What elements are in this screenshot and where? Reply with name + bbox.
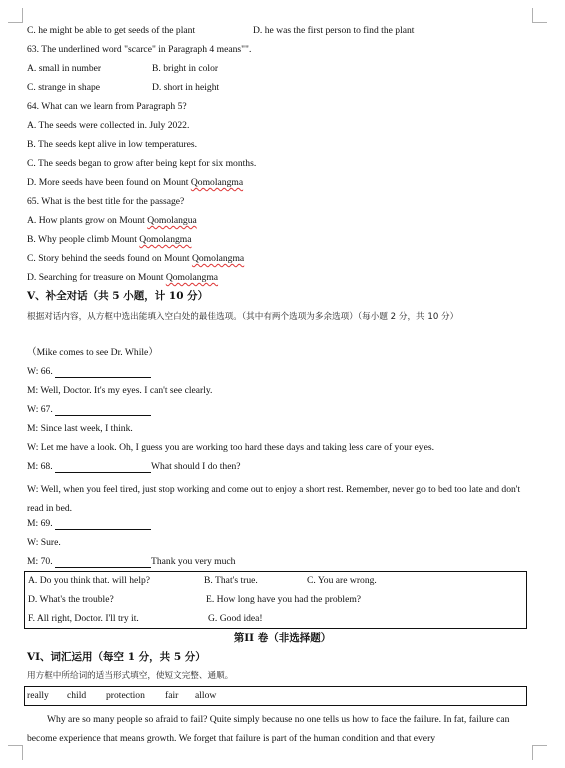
volume-ii-heading: 第II 卷（非选择题）: [233, 632, 332, 644]
answer-blank-70[interactable]: [55, 557, 151, 568]
word-bank-item: allow: [195, 690, 217, 701]
spell-flagged-word: Qomolangma: [191, 253, 245, 264]
option-c: C. The seeds began to grow after being kept for six months.: [27, 158, 257, 169]
option-c: C. strange in shape: [27, 82, 101, 93]
dialogue-line-70: [27, 556, 537, 568]
word-bank-item: protection: [106, 690, 145, 701]
option-c: C. he might be able to get seeds of the plant: [27, 25, 196, 36]
option-a: [27, 215, 537, 227]
choice-f: F. All right, Doctor. I'll try it.: [28, 613, 139, 624]
option-b: [27, 234, 537, 246]
section-vi-instructions: 用方框中所给词的适当形式填空，使短文完整、通顺。: [27, 671, 234, 681]
passage-paragraph: Why are so many people so afraid to fail? Quite simply because no one tells us how to face the failure. In fat, failure can become experience that means growth. We forget that failure is part of the human condition and that every: [27, 714, 510, 744]
question-64: 64. What can we learn from Paragraph 5?: [27, 101, 187, 112]
spell-flagged-word: Qomolangma: [165, 272, 219, 283]
word-bank-item: child: [67, 690, 87, 701]
word-bank-box: [24, 686, 527, 706]
spell-flagged-word: Qomolangma: [190, 177, 244, 188]
option-text: B. Why people climb Mount: [27, 234, 140, 245]
option-a: A. small in number: [27, 63, 102, 74]
speaker-number: M: 69.: [27, 518, 53, 529]
choice-c: C. You are wrong.: [307, 575, 377, 586]
option-c: [27, 253, 537, 265]
speaker-number: M: 68.: [27, 461, 53, 472]
dialogue-line-69: [27, 518, 537, 530]
option-b: B. The seeds kept alive in low temperatures.: [27, 139, 198, 150]
option-text: C. Story behind the seeds found on Mount: [27, 253, 192, 264]
option-text: D. Searching for treasure on Mount: [27, 272, 166, 283]
section-v-heading: V、补全对话（共 5 小题，计 10 分）: [27, 290, 209, 302]
dialogue-line-67: [27, 404, 537, 416]
word-bank-item: really: [27, 690, 49, 701]
option-d: [27, 177, 537, 189]
crop-mark-bottom-left: [8, 745, 23, 760]
dialogue-line-66: [27, 366, 537, 378]
choice-e: E. How long have you had the problem?: [206, 594, 362, 605]
option-d: D. he was the first person to find the plant: [253, 25, 415, 36]
speaker-number: W: 66.: [27, 366, 53, 377]
choice-g: G. Good idea!: [208, 613, 263, 624]
word-bank-item: fair: [165, 690, 179, 701]
crop-mark-top-right: [532, 8, 547, 23]
option-b: B. bright in color: [152, 63, 219, 74]
option-row: [27, 63, 537, 75]
dialogue-text: Thank you very much: [151, 556, 236, 567]
speaker-number: M: 70.: [27, 556, 53, 567]
choice-d: D. What's the trouble?: [28, 594, 114, 605]
option-d: D. short in height: [152, 82, 220, 93]
speaker-number: W: 67.: [27, 404, 53, 415]
answer-blank-69[interactable]: [55, 519, 151, 530]
crop-mark-top-left: [8, 8, 23, 23]
crop-mark-bottom-right: [532, 745, 547, 760]
dialogue-scene: （Mike comes to see Dr. While）: [27, 347, 158, 358]
dialogue-line: M: Since last week, I think.: [27, 423, 133, 434]
dialogue-line-68: [27, 461, 537, 473]
spell-flagged-word: Qomolangma: [139, 234, 192, 245]
option-text: D. More seeds have been found on Mount: [27, 177, 191, 188]
question-63: 63. The underlined word "scarce" in Paragraph 4 means"".: [27, 44, 252, 55]
dialogue-line: M: Well, Doctor. It's my eyes. I can't see clearly.: [27, 385, 213, 396]
question-65: 65. What is the best title for the passage?: [27, 196, 185, 207]
answer-blank-67[interactable]: [55, 405, 151, 416]
section-vi-heading: VI、词汇运用（每空 1 分，共 5 分）: [27, 651, 206, 663]
dialogue-text: What should I do then?: [151, 461, 241, 472]
option-text: A. How plants grow on Mount: [27, 215, 148, 226]
dialogue-line: W: Well, when you feel tired, just stop working and come out to enjoy a short rest. Remember, never go to bed too late and don't read in bed.: [27, 484, 521, 514]
choice-b: B. That's true.: [204, 575, 258, 586]
dialogue-line: W: Sure.: [27, 537, 61, 548]
option-a: A. The seeds were collected in. July 2022.: [27, 120, 190, 131]
options-box: [24, 571, 527, 629]
choice-a: A. Do you think that. will help?: [28, 575, 151, 586]
option-row: [27, 25, 537, 37]
section-v-instructions: 根据对话内容，从方框中选出能填入空白处的最佳选项。（其中有两个选项为多余选项）（每小题 2 分，共 10 分）: [27, 312, 459, 322]
option-row: [27, 82, 537, 94]
answer-blank-66[interactable]: [55, 367, 151, 378]
spell-flagged-word: Qomolangua: [147, 215, 197, 226]
answer-blank-68[interactable]: [55, 462, 151, 473]
option-d: [27, 272, 537, 284]
dialogue-line: W: Let me have a look. Oh, I guess you are working too hard these days and taking less care of your eyes.: [27, 442, 434, 453]
